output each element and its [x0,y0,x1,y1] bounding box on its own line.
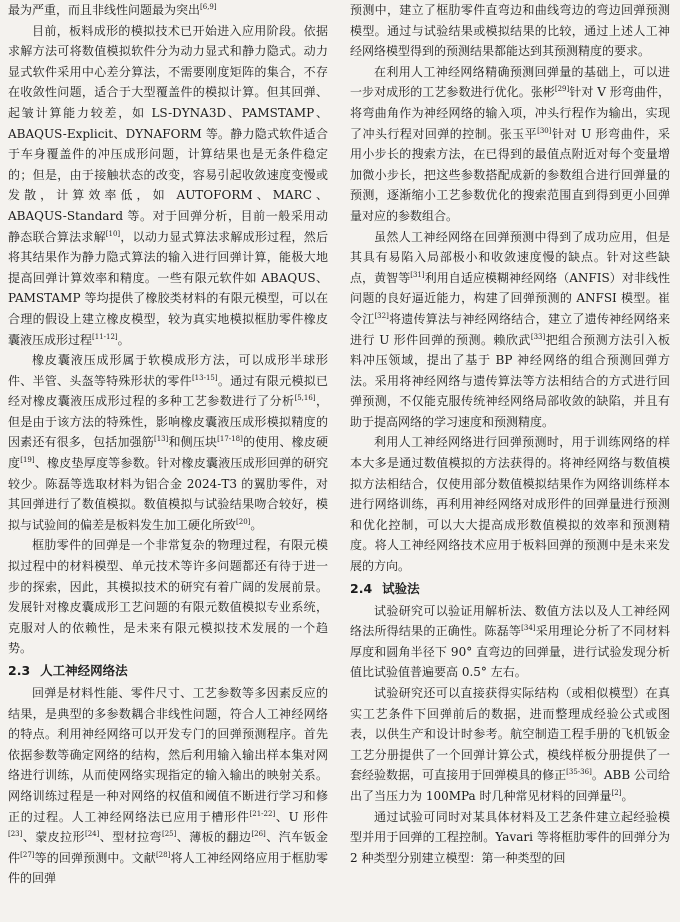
citation: [5,16] [294,394,316,403]
paragraph: 回弹是材料性能、零件尺寸、工艺参数等多因素反应的结果，是典型的多参数耦合非线性问题，符合人工神经网络的特点。利用神经网络可以开发专门的回弹预测程序。首先依据参数等确定网络的结构，然后利用输入输出样本集对网络进行训练，从而使网络实现指定的输入输出的映射关系。网络训练过程是一种对网络的权值和阈值不断进行学习和修正的过程。人工神经网络法已应用于槽形件[21-22]、U 形件[23]、蒙皮拉形[24]、型材拉弯[25]、薄板的翻边[26]、汽车钣金件[27]等的回弹预测中。文献[28]将人工神经网络应用于框肋零件的回弹 [8,686,328,886]
citation: [11-12] [92,332,118,341]
section-heading [8,660,328,682]
paragraph: 试验研究可以验证用解析法、数值方法以及人工神经网络法所得结果的正确性。陈磊等[34]采用理论分析了不同材料厚度和圆角半径下 90° 直弯边的回弹量，进行试验发现分析值比试验值普遍要高 0.5° 左右。 [350,603,670,680]
citation: [29] [554,85,570,94]
paragraph: 目前，板料成形的模拟技术已开始进入应用阶段。依据求解方法可将数值模拟软件分为动力显式和静力隐式。动力显式软件采用中心差分算法，不需要刚度矩阵的集合，不存在收敛性问题，适合于大型覆盖件的模拟计算。但其回弹、起皱计算能力较差，如 LS-DYNA3D、PAMSTAMP、ABAQUS-Explicit、DYNAFORM 等。静力隐式软件适合于车身覆盖件的冲压成形问题，计算结果也是无条件稳定的；但是，由于接触状态的改变，容易引起收敛速度变慢或发散，计算效率低，如 AUTOFORM、MARC、ABAQUS-Standard 等。对于回弹分析，目前一般采用动静态联合算法求解[10]，以动力显式算法求解成形过程，然后将其结果作为静力隐式算法的输入进行回弹计算，能极大地提高回弹计算效率和精度。一些有限元软件如 ABAQUS、PAMSTAMP 等均提供了橡胶类材料的有限元模型，可以在合理的假设上建立橡皮模型，较为真实地模拟框肋零件橡皮囊液压成形过程[11-12]。 [8,23,328,347]
citation: [13] [153,435,169,444]
section-number: 2.4 [350,580,373,596]
paragraph: 框肋零件的回弹是一个非常复杂的物理过程，有限元模拟过程中的材料模型、单元技术等许多问题都还有待于进一步的探索，因此，其模拟技术的研究有着广阔的发展前景。发展针对橡皮囊成形工艺问题的有限元数值模拟专业系统，克服对人的依赖性，是未来有限元模拟技术发展的一个趋势。 [8,538,328,656]
citation: [28] [155,850,171,859]
citation: [23] [8,830,23,839]
citation: [2] [611,788,622,797]
citation: [21-22] [249,809,276,818]
paragraph: 橡皮囊液压成形属于软模成形方法，可以成形半球形件、半管、头盔等特殊形状的零件[13-15]。通过有限元模拟已经对橡皮囊液压成形过程的多种工艺参数进行了分析[5,16]，但是由于该方法的特殊性，影响橡皮囊液压成形模拟精度的因素还有很多，包括加强筋[13]和侧压块[17-18]的使用、橡皮硬度[19]、橡皮垫厚度等参数。针对橡皮囊液压成形回弹的研究较少。陈磊等选取材料为铝合金 2024-T3 的翼肋零件，对其回弹进行了数值模拟。数值模拟与试验结果吻合较好，模拟与试验间的偏差是板料发生加工硬化所致[20]。 [8,353,328,532]
citation: [10] [105,229,121,238]
citation: [20] [236,517,251,526]
citation: [32] [374,311,389,320]
citation: [34] [521,624,536,633]
citation: [26] [251,830,266,839]
section-title: 人工神经网络法 [40,663,128,678]
section-number: 2.3 [8,663,31,678]
citation: [30] [537,126,552,135]
paragraph: 通过试验可同时对某具体材料及工艺条件建立起经验模型并用于回弹的工程控制。Yavari 等将框肋零件的回弹分为 2 种类型分别建立模型：第一种类型的回 [350,809,670,865]
citation: [31] [410,270,425,279]
paragraph: 利用人工神经网络进行回弹预测时，用于训练网络的样本大多是通过数值模拟的方法获得的。将神经网络与数值模拟方法相结合，仅使用部分数值模拟结果作为网络训练样本进行网络训练，再利用神经网络对成形件的回弹量进行预测和优化控制，可以大大提高成形数值模拟的效率和预测精度。将人工神经网络技术应用于板料回弹的预测中是未来发展的方向。 [350,435,670,574]
citation: [27] [20,850,35,859]
citation: [35-36] [566,768,592,777]
citation: [24] [85,830,100,839]
section-heading [350,578,670,600]
paragraph: 在利用人工神经网络精确预测回弹量的基础上，可以进一步对成形的工艺参数进行优化。张彬[29]针对 V 形弯曲件，将弯曲角作为神经网络的输入项，冲头行程作为输出，实现了冲头行程对回弹的控制。张玉平[30]针对 U 形弯曲件，采用小步长的搜索方法，在已得到的最值点附近对每个变量增加微小步长，把这些参数搭配成新的参数组合进行回弹量的预测，逐渐缩小工艺参数优化的搜索范围直到得到更小回弹量对应的参数组合。 [350,64,670,223]
citation: [33] [530,332,546,341]
paragraph: 预测中，建立了框肋零件直弯边和曲线弯边的弯边回弹预测模型。通过与试验结果或模拟结果的比较，通过上述人工神经网络模型得到的预测结果都能达到其预测精度的要求。 [350,3,670,59]
citation: [17-18] [217,435,243,444]
left-column [8,0,328,889]
citation: [6,9] [200,3,217,11]
paragraph: 虽然人工神经网络在回弹预测中得到了成功应用，但是其具有易陷入局部极小和收敛速度慢的缺点。针对这些缺点，黄智等[31]利用自适应模糊神经网络（ANFIS）对非线性问题的良好逼近能力，构建了回弹预测的 ANFSI 模型。崔令江[32]将遗传算法与神经网络结合，建立了遗传神经网络来进行 U 形件回弹的预测。赖欣武[33]把组合预测方法引入板料冲压领域，提出了基于 BP 神经网络的组合预测回弹方法。采用将神经网络与遗传算法等方法相结合的方式进行回弹预测，不仅能克服传统神经网络局部收敛的缺陷，并且有助于提高网络的学习速度和预测精度。 [350,229,670,429]
citation: [19] [20,456,35,465]
paragraph: 最为严重，而且非线性问题最为突出[6,9] [8,3,217,17]
citation: [13-15] [191,373,218,382]
citation: [25] [162,830,177,839]
paragraph: 试验研究还可以直接获得实际结构（或相似模型）在真实工艺条件下回弹前后的数据，进而整理成经验公式或图表，以供生产和设计时参考。航空制造工程手册的飞机钣金工艺分册提供了一个回弹计算公式，模线样板分册提供了一套经验数据，可直接用于回弹模具的修正[35-36]。ABB 公司给出了当压力为 100MPa 时几种常见材料的回弹量[2]。 [350,686,670,803]
section-title: 试验法 [382,580,420,596]
right-column [350,0,670,868]
